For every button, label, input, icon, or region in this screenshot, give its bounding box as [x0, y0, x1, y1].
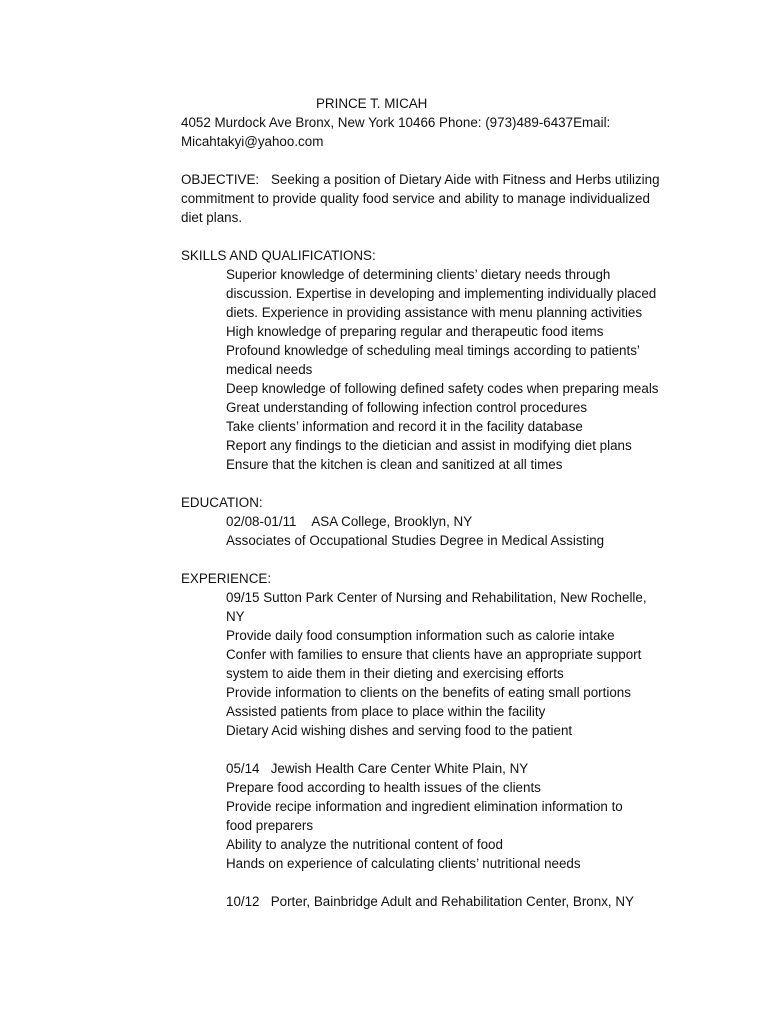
- job1-duty: Assisted patients from place to place within the facility: [226, 704, 546, 719]
- skills-line: Superior knowledge of determining clients’ dietary needs through: [226, 267, 611, 282]
- job2-employer: Jewish Health Care Center White Plain, NY: [270, 761, 529, 776]
- education-entry: [181, 512, 701, 531]
- experience-heading: EXPERIENCE:: [181, 571, 272, 586]
- objective-line-3: diet plans.: [181, 210, 243, 225]
- job2-duty: Hands on experience of calculating clients’ nutritional needs: [226, 856, 581, 871]
- job2-date: 05/14: [226, 761, 260, 776]
- skills-line: diets. Experience in providing assistance with menu planning activities: [226, 305, 643, 320]
- job1-duty: Provide information to clients on the benefits of eating small portions: [226, 685, 631, 700]
- skills-line: Ensure that the kitchen is clean and sanitized at all times: [226, 457, 563, 472]
- resume-page: [181, 94, 701, 911]
- skills-line: medical needs: [226, 362, 313, 377]
- skills-line: High knowledge of preparing regular and therapeutic food items: [226, 324, 604, 339]
- job1-duty: system to aide them in their dieting and exercising efforts: [226, 666, 564, 681]
- objective-label: OBJECTIVE:: [181, 172, 260, 187]
- education-dates: 02/08-01/11: [226, 514, 297, 529]
- job1-title-line-1: 09/15 Sutton Park Center of Nursing and Rehabilitation, New Rochelle,: [226, 590, 647, 605]
- job1-duty: Confer with families to ensure that clients have an appropriate support: [226, 647, 642, 662]
- objective-line-1: [181, 170, 701, 189]
- job3-title: [181, 892, 701, 911]
- job2-duty: Prepare food according to health issues of the clients: [226, 780, 541, 795]
- skills-line: Take clients’ information and record it in the facility database: [226, 419, 583, 434]
- job2-duty: food preparers: [226, 818, 314, 833]
- objective-line-2: commitment to provide quality food service and ability to manage individualized: [181, 191, 650, 206]
- skills-heading: SKILLS AND QUALIFICATIONS:: [181, 248, 376, 263]
- spacer: [181, 873, 701, 892]
- skills-line: Profound knowledge of scheduling meal timings according to patients’: [226, 343, 640, 358]
- applicant-name: PRINCE T. MICAH: [316, 96, 428, 111]
- job1-title-line-2: NY: [226, 609, 245, 624]
- objective-text-1: Seeking a position of Dietary Aide with Fitness and Herbs utilizing: [271, 172, 660, 187]
- skills-line: Report any findings to the dietician and assist in modifying diet plans: [226, 438, 632, 453]
- job3-employer: Porter, Bainbridge Adult and Rehabilitation Center, Bronx, NY: [270, 894, 634, 909]
- skills-line: Great understanding of following infection control procedures: [226, 400, 588, 415]
- job1-duty: Provide daily food consumption information such as calorie intake: [226, 628, 615, 643]
- spacer: [181, 550, 701, 569]
- contact-line-2: Micahtakyi@yahoo.com: [181, 134, 324, 149]
- skills-line: discussion. Expertise in developing and implementing individually placed: [226, 286, 657, 301]
- education-school: ASA College, Brooklyn, NY: [311, 514, 473, 529]
- spacer: [181, 474, 701, 493]
- skills-line: Deep knowledge of following defined safety codes when preparing meals: [226, 381, 659, 396]
- spacer: [181, 740, 701, 759]
- education-heading: EDUCATION:: [181, 495, 263, 510]
- job2-duty: Ability to analyze the nutritional content of food: [226, 837, 503, 852]
- job1-duty: Dietary Acid wishing dishes and serving food to the patient: [226, 723, 573, 738]
- job3-date: 10/12: [226, 894, 260, 909]
- contact-line-1: 4052 Murdock Ave Bronx, New York 10466 Phone: (973)489-6437Email:: [181, 115, 611, 130]
- job2-title: [181, 759, 701, 778]
- job2-duty: Provide recipe information and ingredient elimination information to: [226, 799, 623, 814]
- spacer: [181, 227, 701, 246]
- education-degree: Associates of Occupational Studies Degree in Medical Assisting: [226, 533, 605, 548]
- spacer: [181, 151, 701, 170]
